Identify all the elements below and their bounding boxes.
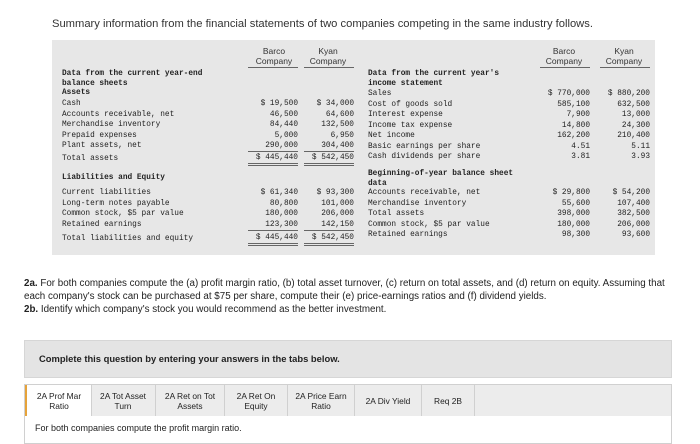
beg-section-title: Beginning-of-year balance sheet data xyxy=(368,170,514,188)
row-value-kyan: 304,400 xyxy=(304,141,354,152)
row-value-barco: $ 19,500 xyxy=(260,100,298,108)
right-header-rule-barco xyxy=(540,67,590,68)
row-value-kyan: 210,400 xyxy=(617,132,650,140)
row-label: Accounts receivable, net xyxy=(368,189,481,197)
row-value-kyan: 93,600 xyxy=(621,231,650,239)
tab-instruction: For both companies compute the profit margin ratio. xyxy=(35,423,242,433)
tab-content xyxy=(24,416,672,444)
row-value-kyan: $ 93,300 xyxy=(316,189,354,197)
tab-tot-asset-turn[interactable]: 2A Tot Asset Turn xyxy=(91,385,156,417)
assets-heading: Assets xyxy=(62,89,91,97)
row-label: Common stock, $5 par value xyxy=(62,210,184,218)
row-value-kyan: 64,600 xyxy=(325,110,354,119)
row-label: Cash xyxy=(62,100,81,108)
instructions-text: Complete this question by entering your answers in the tabs below. xyxy=(39,353,340,364)
left-header-kyan: Kyan Company xyxy=(309,46,347,66)
total-assets-kyan: $ 542,450 xyxy=(304,153,354,166)
row-value-barco: 7,900 xyxy=(566,111,590,119)
row-label: Long-term notes payable xyxy=(62,199,170,208)
row-value-kyan: 3.93 xyxy=(631,153,650,161)
row-value-kyan: 206,000 xyxy=(617,220,650,229)
tab-req-2b[interactable]: Req 2B xyxy=(422,385,475,417)
row-value-barco: $ 770,000 xyxy=(547,90,590,98)
row-value-kyan: 107,400 xyxy=(617,199,650,208)
row-value-kyan: $ 54,200 xyxy=(612,189,650,197)
total-liab-kyan: $ 542,450 xyxy=(304,233,354,246)
row-value-barco: 84,440 xyxy=(269,121,298,129)
row-label: Retained earnings xyxy=(62,220,142,229)
row-label: Net income xyxy=(368,132,415,140)
row-value-barco: 162,200 xyxy=(557,132,590,140)
row-label: Common stock, $5 par value xyxy=(368,220,490,229)
intro-text: Summary information from the financial statements of two companies competing in the same industry follows. xyxy=(52,18,593,30)
row-label: Merchandise inventory xyxy=(62,121,161,129)
row-label: Plant assets, net xyxy=(62,142,142,150)
row-value-kyan: 142,150 xyxy=(304,220,354,231)
left-header-rule-kyan xyxy=(304,67,354,68)
row-value-kyan: 13,000 xyxy=(621,111,650,119)
row-value-barco: $ 29,800 xyxy=(552,189,590,197)
row-value-barco: $ 61,340 xyxy=(260,189,298,197)
right-header-rule-kyan xyxy=(600,67,650,68)
row-value-barco: 46,500 xyxy=(269,110,298,119)
answer-tabs xyxy=(24,384,672,418)
row-value-barco: 398,000 xyxy=(557,210,590,218)
row-value-barco: 290,000 xyxy=(248,141,298,152)
row-label: Retained earnings xyxy=(368,231,448,239)
left-header-rule-barco xyxy=(248,67,298,68)
right-header-kyan: Kyan Company xyxy=(605,46,643,66)
tab-div-yield[interactable]: 2A Div Yield xyxy=(355,385,422,417)
right-section-title: Data from the current year's income statement xyxy=(368,70,500,88)
row-value-barco: 180,000 xyxy=(265,210,298,218)
row-label: Total assets xyxy=(368,210,425,218)
row-value-barco: 180,000 xyxy=(557,220,590,229)
row-label: Cash dividends per share xyxy=(368,153,481,161)
tab-prof-mar-ratio[interactable]: 2A Prof Mar Ratio xyxy=(25,385,92,417)
total-assets-label: Total assets xyxy=(62,155,119,163)
financial-data-panel xyxy=(52,40,655,255)
right-header-barco: Barco Company xyxy=(545,46,583,66)
row-label: Income tax expense xyxy=(368,121,453,130)
row-label: Interest expense xyxy=(368,111,443,119)
row-value-kyan: 24,300 xyxy=(621,121,650,130)
liabilities-heading: Liabilities and Equity xyxy=(62,174,165,182)
row-label: Accounts receivable, net xyxy=(62,110,175,119)
row-value-barco: 55,600 xyxy=(561,199,590,208)
total-liab-barco: $ 445,440 xyxy=(248,233,298,246)
row-label: Sales xyxy=(368,90,392,98)
row-value-barco: 14,800 xyxy=(561,121,590,130)
instructions-banner xyxy=(24,340,672,378)
left-header-barco: Barco Company xyxy=(255,46,293,66)
row-value-kyan: 5.11 xyxy=(631,142,650,151)
question-text xyxy=(24,277,674,316)
row-value-kyan: $ 880,200 xyxy=(607,90,650,98)
row-value-kyan: 6,950 xyxy=(330,131,354,140)
row-value-kyan: 206,000 xyxy=(321,210,354,218)
total-assets-barco: $ 445,440 xyxy=(248,153,298,166)
row-value-barco: 98,300 xyxy=(561,231,590,239)
tab-ret-on-tot-assets[interactable]: 2A Ret on Tot Assets xyxy=(156,385,225,417)
left-section-title: Data from the current year-end balance sheets xyxy=(62,70,203,88)
row-value-barco: 5,000 xyxy=(274,131,298,140)
row-value-kyan: 382,500 xyxy=(617,210,650,218)
row-label: Basic earnings per share xyxy=(368,142,481,151)
row-value-kyan: 132,500 xyxy=(321,121,354,129)
row-value-kyan: 632,500 xyxy=(617,100,650,109)
row-value-kyan: $ 34,000 xyxy=(316,100,354,108)
row-value-barco: 123,300 xyxy=(248,220,298,231)
tab-price-earn-ratio[interactable]: 2A Price Earn Ratio xyxy=(288,385,355,417)
tab-ret-on-equity[interactable]: 2A Ret On Equity xyxy=(225,385,288,417)
row-label: Merchandise inventory xyxy=(368,199,467,208)
row-value-barco: 80,800 xyxy=(269,199,298,208)
row-value-barco: 3.81 xyxy=(571,153,590,161)
question-2b: 2b. Identify which company's stock you would recommend as the better investment. xyxy=(24,304,387,315)
row-label: Cost of goods sold xyxy=(368,100,453,109)
row-value-barco: 585,100 xyxy=(557,100,590,109)
row-label: Prepaid expenses xyxy=(62,131,137,140)
question-2a: 2a. For both companies compute the (a) profit margin ratio, (b) total asset turnover, (c) return on total assets, and (d) return on equity. Assuming that each company's stock can be purchased at $75 per share, compute their (e) price-earnings ratios and (f) dividend yields. xyxy=(24,278,665,302)
row-value-barco: 4.51 xyxy=(571,142,590,151)
row-value-kyan: 101,000 xyxy=(321,199,354,208)
total-liab-label: Total liabilities and equity xyxy=(62,235,194,243)
row-label: Current liabilities xyxy=(62,189,151,197)
